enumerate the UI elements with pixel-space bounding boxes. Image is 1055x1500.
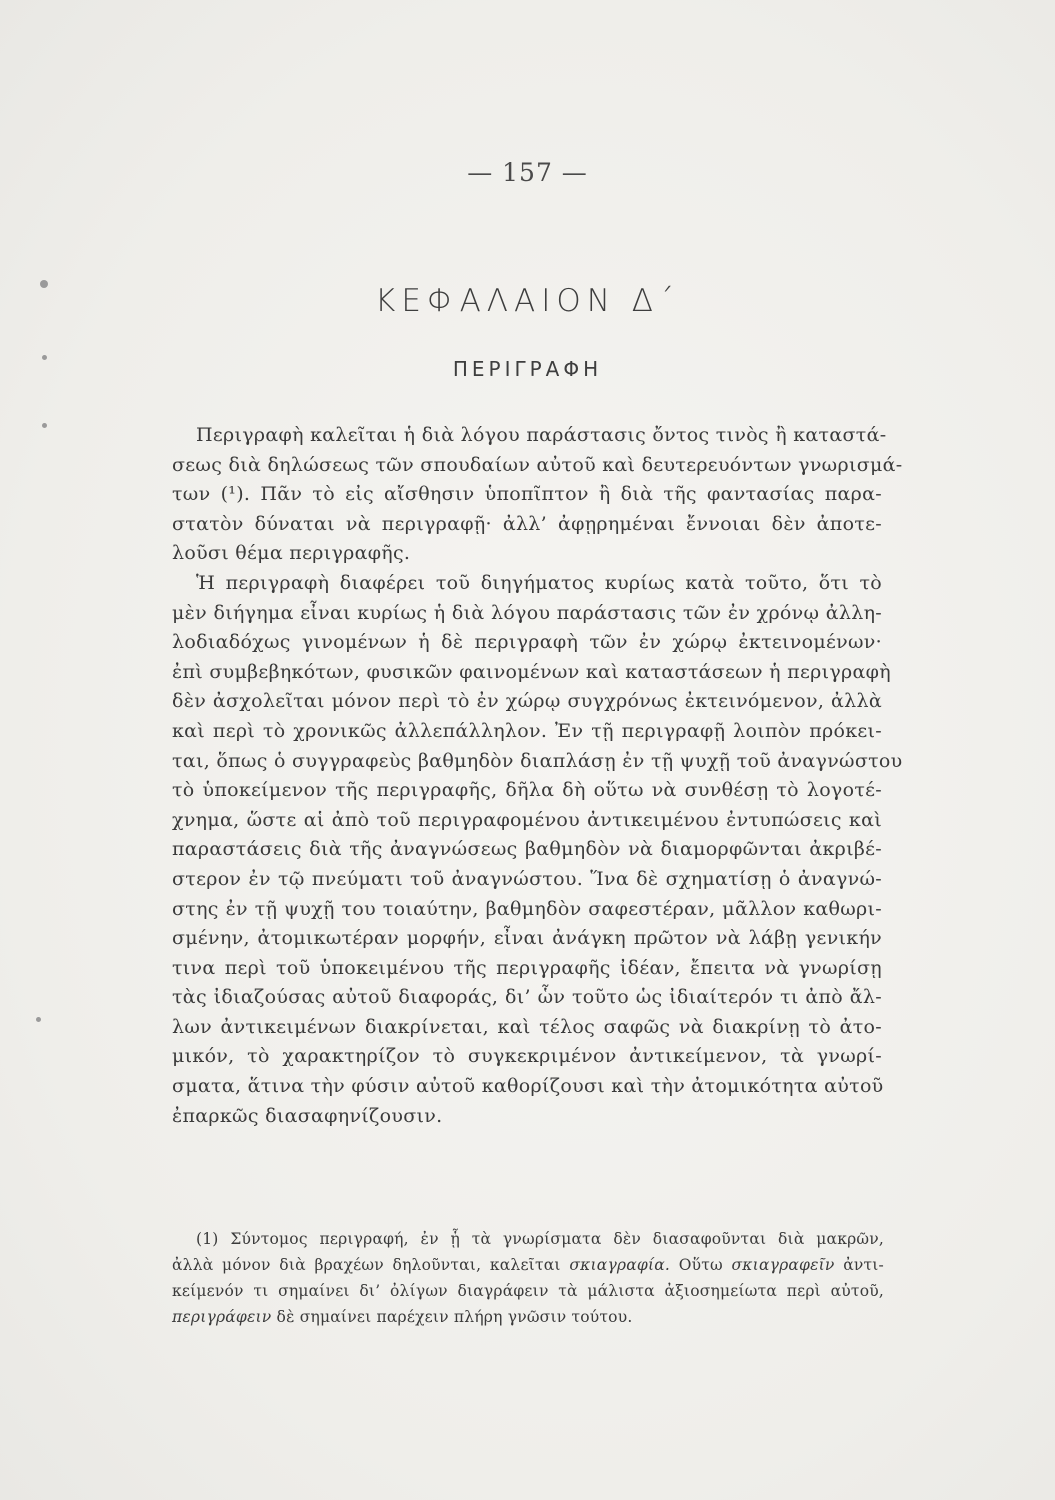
text-line: μικόν, τὸ χαρακτηρίζον τὸ συγκεκριμένον ἀντικείμενον, τὰ γνωρί-: [172, 1045, 882, 1068]
margin-spot: [42, 423, 47, 428]
margin-spot: [36, 1017, 41, 1022]
text-line: ται, ὅπως ὁ συγγραφεὺς βαθμηδὸν διαπλάσῃ ἐν τῇ ψυχῇ τοῦ ἀναγνώστου: [172, 749, 903, 772]
text-line: δὲν ἀσχολεῖται μόνον περὶ τὸ ἐν χώρῳ συγχρόνως ἐκτεινόμενον, ἀλλὰ: [172, 690, 882, 713]
page-number: — 157 —: [467, 158, 588, 187]
footnote-text: ἀλλὰ μόνον διὰ βραχέων δηλοῦνται, καλεῖται: [172, 1256, 570, 1274]
footnote-line: [172, 1252, 884, 1278]
text-line: χνημα, ὥστε αἱ ἀπὸ τοῦ περιγραφομένου ἀντικειμένου ἐντυπώσεις καὶ: [172, 808, 882, 831]
footnote-text: δὲ σημαίνει παρέχειν πλήρη γνῶσιν τούτου.: [271, 1308, 633, 1326]
text-line: σεως διὰ δηλώσεως τῶν σπουδαίων αὐτοῦ καὶ δευτερευόντων γνωρισμά-: [172, 453, 903, 476]
footnote-line: (1) Σύντομος περιγραφή, ἐν ᾗ τὰ γνωρίσματα δὲν διασαφοῦνται διὰ μακρῶν,: [196, 1230, 884, 1248]
footnote-emphasis: περιγράφειν: [172, 1308, 272, 1326]
footnote-text: Οὕτω: [670, 1256, 732, 1274]
footnote-text: ἀντι-: [834, 1256, 884, 1274]
text-line: ἐπὶ συμβεβηκότων, φυσικῶν φαινομένων καὶ καταστάσεων ἡ περιγραφὴ: [172, 660, 891, 683]
footnote-emphasis: σκιαγραφία.: [569, 1256, 671, 1274]
text-line: Ἡ περιγραφὴ διαφέρει τοῦ διηγήματος κυρίως κατὰ τοῦτο, ὅτι τὸ: [196, 571, 882, 594]
text-line: τὸ ὑποκείμενον τῆς περιγραφῆς, δῆλα δὴ οὕτω νὰ συνθέσῃ τὸ λογοτέ-: [172, 779, 882, 802]
text-line: λοδιαδόχως γινομένων ἡ δὲ περιγραφὴ τῶν ἐν χώρῳ ἐκτεινομένων·: [172, 631, 882, 654]
text-line: ἐπαρκῶς διασαφηνίζουσιν.: [172, 1104, 443, 1127]
footnote-line: κείμενόν τι σημαίνει δι’ ὀλίγων διαγράφειν τὰ μάλιστα ἀξιοσημείωτα περὶ αὐτοῦ,: [172, 1282, 884, 1300]
text-line: Περιγραφὴ καλεῖται ἡ διὰ λόγου παράστασις ὄντος τινὸς ἢ καταστά-: [196, 424, 887, 446]
text-line: παραστάσεις διὰ τῆς ἀναγνώσεως βαθμηδὸν νὰ διαμορφῶνται ἀκριβέ-: [172, 838, 882, 861]
text-line: στατὸν δύναται νὰ περιγραφῇ· ἀλλ’ ἀφῃρημέναι ἔννοιαι δὲν ἀποτε-: [172, 512, 882, 535]
text-line: τινα περὶ τοῦ ὑποκειμένου τῆς περιγραφῆς ἰδέαν, ἔπειτα νὰ γνωρίσῃ: [172, 956, 882, 979]
text-line: των (¹). Πᾶν τὸ εἰς αἴσθησιν ὑποπῖπτον ἢ διὰ τῆς φαντασίας παρα-: [172, 483, 882, 506]
text-line: λοῦσι θέμα περιγραφῆς.: [172, 542, 411, 565]
footnote: [172, 1226, 884, 1330]
footnote-line: [172, 1304, 884, 1330]
section-title: ΠΕΡΙΓΡΑΦΗ: [452, 357, 603, 381]
body-text: [172, 421, 903, 1131]
text-line: στερον ἐν τῷ πνεύματι τοῦ ἀναγνώστου. Ἵνα δὲ σχηματίσῃ ὁ ἀναγνώ-: [172, 867, 882, 890]
chapter-title: ΚΕΦΑΛΑΙΟΝ Δ΄: [375, 283, 680, 319]
text-line: τὰς ἰδιαζούσας αὐτοῦ διαφοράς, δι’ ὧν τοῦτο ὡς ἰδιαίτερόν τι ἀπὸ ἄλ-: [172, 986, 882, 1009]
footnote-emphasis: σκιαγραφεῖν: [731, 1256, 835, 1274]
text-line: λων ἀντικειμένων διακρίνεται, καὶ τέλος σαφῶς νὰ διακρίνῃ τὸ ἀτο-: [172, 1015, 882, 1038]
text-line: σματα, ἅτινα τὴν φύσιν αὐτοῦ καθορίζουσι καὶ τὴν ἀτομικότητα αὐτοῦ: [172, 1075, 884, 1098]
text-line: στης ἐν τῇ ψυχῇ του τοιαύτην, βαθμηδὸν σαφεστέραν, μᾶλλον καθωρι-: [172, 897, 882, 920]
text-line: μὲν διήγημα εἶναι κυρίως ἡ διὰ λόγου παράστασις τῶν ἐν χρόνῳ ἀλλη-: [172, 601, 882, 624]
text-line: σμένην, ἀτομικωτέραν μορφήν, εἶναι ἀνάγκη πρῶτον νὰ λάβῃ γενικήν: [172, 927, 882, 950]
text-line: καὶ περὶ τὸ χρονικῶς ἀλλεπάλληλον. Ἐν τῇ περιγραφῇ λοιπὸν πρόκει-: [172, 719, 882, 742]
